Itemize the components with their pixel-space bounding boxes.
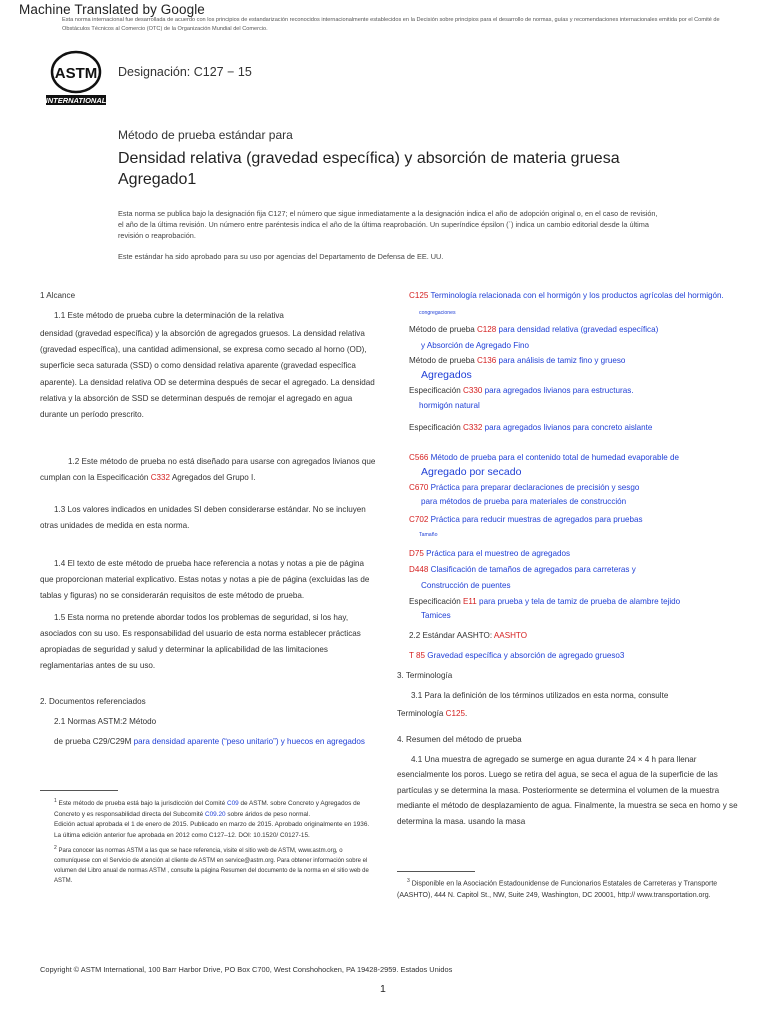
- para-1-1: densidad (gravedad específica) y la absorción de agregados gruesos. La densidad relativa (gravedad específica), una cantidad adimensional, se expresa como secado al horno (OD), superficie seca saturada (SSD) o como densidad relativa aparente (gravedad específica aparente). La densidad relativa OD se determina después de secar el agregado. La densidad relativa y la absorción de SSD se determinan después de remojar el agregado en agua durante un período prescrito.: [40, 329, 375, 420]
- ref-c125-term-link[interactable]: C125: [445, 709, 465, 718]
- para-1-4: 1.4 El texto de este método de prueba hace referencia a notas y notas a pie de página que proporcionan material explicativo. Estas notas y notas a pie de página (excluidas las de tablas y figuras) no se considerarán requisitos de este método de prueba.: [40, 559, 370, 601]
- ref-c29-link[interactable]: para densidad aparente (“peso unitario”) y huecos en agregados: [133, 737, 365, 747]
- para-2-2: 2.2 Estándar AASHTO: AASHTO: [409, 631, 528, 640]
- para-3-1-lead: 3.1 Para la definición de los términos utilizados en esta norma, consulte: [411, 691, 669, 700]
- preface-note: Esta norma internacional fue desarrollada de acuerdo con los principios de estandarización reconocidos internacionalmente establecidos en la Decisión sobre principios para el desarrollo de normas, guías y recomendaciones internacionales emitida por el Comité de Obstáculos Técnicos al Comercio (OTC) de la Organización Mundial del Comercio.: [62, 17, 720, 32]
- dod-approval-note: Este estándar ha sido aprobado para su uso por agencias del Departamento de Defensa de EE. UU.: [118, 252, 444, 261]
- ref-c09-link[interactable]: C09: [226, 800, 239, 808]
- para-3-1: Terminología C125.: [397, 709, 468, 718]
- footnotes-left: [40, 796, 378, 886]
- ref-c128: Método de prueba C128 para densidad relativa (gravedad específica): [409, 325, 659, 334]
- para-1-2: 1.2 Este método de prueba no está diseñado para usarse con agregados livianos que cumplan con la Especificación C332 Agregados del Grupo I.: [40, 457, 376, 483]
- machine-translated-banner: Machine Translated by Google: [19, 2, 205, 17]
- ref-c332-code[interactable]: C332: [463, 423, 483, 432]
- section-2-heading: 2. Documentos referenciados: [40, 697, 146, 707]
- ref-d448-code[interactable]: D448: [409, 565, 429, 574]
- para-4-1: 4.1 Una muestra de agregado se sumerge en agua durante 24 × 4 h para llenar esencialmente los poros. Luego se retira del agua, se seca el agua de la superficie de las partículas y se determina la masa. Posteriormente se determina el volumen de la muestra mediante el método de desplazamiento de agua. Finalmente, la muestra se seca en homo y se determina la masa. usando la masa: [397, 755, 738, 826]
- ref-c330: Especificación C330 para agregados livianos para estructuras.: [409, 386, 634, 395]
- ref-c332: Especificación C332 para agregados livianos para concreto aislante: [409, 423, 653, 432]
- ref-c136: Método de prueba C136 para análisis de tamiz fino y grueso: [409, 356, 626, 365]
- ref-c128-code[interactable]: C128: [476, 325, 497, 334]
- ref-c670: C670 Práctica para preparar declaraciones de precisión y sesgo: [409, 483, 640, 492]
- ref-c670-code[interactable]: C670: [409, 483, 429, 492]
- copyright-footer: Copyright © ASTM International, 100 Barr Harbor Drive, PO Box C700, West Conshohocken, PA 19428-2959. Estados Unidos: [40, 965, 453, 974]
- section-1-heading: 1 Alcance: [40, 291, 76, 300]
- right-column: C125 Terminología relacionada con el hormigón y los productos agrícolas del hormigón. congregaciones Método de prueba C128 para densidad relativa (gravedad específica) y Absorción de Agregado Fino Método de prueba C136 para análisis de tamiz fino y grueso Agregados Especificación C330 para agregados livianos para estructuras. hormigón natural Especificación C332 para agregados livianos para concreto aislante C566 Método de prueba para el contenido total de humedad evaporable de Agregado por secado C670 Práctica para preparar declaraciones de precisión y sesgo para métodos de prueba para materiales de construcción C702 Práctica para reducir muestras de agregados para pruebas Tamaño D75 Práctica para el muestreo de agregados D448 Clasificación de tamaños de agregados para carreteras y Construcción de puentes Especificación E11 para prueba y tela de tamiz de prueba de alambre tejido Tamices 2.2 Estándar AASHTO: AASHTO T 85 Gravedad específica y absorción de agregado grueso3: [409, 289, 739, 663]
- section-3-heading: 3. Terminología: [397, 671, 453, 680]
- para-1-5: 1.5 Esta norma no pretende abordar todos los problemas de seguridad, si los hay, asociados con su uso. Es responsabilidad del usuario de esta norma establecer prácticas apropiadas de seguridad y salud y determinar la aplicabilidad de las limitaciones reglamentarias antes de su uso.: [40, 613, 361, 671]
- document-title: Densidad relativa (gravedad específica) y absorción de materia gruesa Agregado1: [118, 150, 620, 188]
- ref-c136-code[interactable]: C136: [476, 356, 497, 365]
- section-4-heading: 4. Resumen del método de prueba: [397, 735, 522, 744]
- ref-t85-code[interactable]: T 85: [409, 651, 426, 660]
- ref-c0920-link[interactable]: C09.20: [204, 810, 226, 818]
- footnote-rule-left: [40, 790, 118, 791]
- ref-c125: C125 Terminología relacionada con el hormigón y los productos agrícolas del hormigón.: [409, 291, 724, 300]
- ref-c702: C702 Práctica para reducir muestras de agregados para pruebas: [409, 515, 643, 524]
- ref-d448: D448 Clasificación de tamaños de agregados para carreteras y: [409, 565, 636, 574]
- para-1-3: 1.3 Los valores indicados en unidades SI deben considerarse estándar. No se incluyen otras unidades de medida en esta norma.: [40, 505, 366, 531]
- issuance-note: Esta norma se publica bajo la designación fija C127; el número que sigue inmediatamente a la designación indica el año de adopción original o, en el caso de revisión, el año de la última revisión. Un número entre paréntesis indica el año de la última reaprobación. Un superíndice épsilon (´) indica un cambio editorial desde la última revisión o reaprobación.: [118, 209, 658, 240]
- ref-c125-code[interactable]: C125: [409, 291, 429, 300]
- footnote-1-edition: Edición actual aprobada el 1 de enero de 2015. Publicado en marzo de 2015. Aprobado originalmente en 1936. La última edición anterior fue aprobada en 2012 como C127–12. DOI: 10.1520/ C0127-15.: [54, 821, 370, 839]
- left-column: [40, 288, 378, 750]
- ref-d75: D75 Práctica para el muestreo de agregados: [409, 549, 571, 558]
- right-column-lower: [397, 668, 739, 829]
- para-1-1-lead: 1.1 Este método de prueba cubre la determinación de la relativa: [54, 311, 284, 320]
- footnote-1: $^1$ Este método de prueba está bajo la jurisdicción del Comité C09 de ASTM. sobre Concreto y Agregados de Concreto y es responsabilidad directa del Subcomité C09.20 sobre áridos de peso normal.: [54, 798, 361, 818]
- footnote-rule-right: [397, 871, 475, 872]
- para-2-1: 2.1 Normas ASTM:2 Método: [54, 717, 157, 727]
- page-number: 1: [380, 983, 386, 995]
- ref-t85: T 85 Gravedad específica y absorción de agregado grueso3: [409, 651, 625, 660]
- designation: Designación: C127 − 15: [118, 65, 252, 79]
- ref-c29: de prueba C29/C29M para densidad aparente (“peso unitario”) y huecos en agregados: [54, 737, 365, 747]
- ref-d75-code[interactable]: D75: [409, 549, 424, 558]
- standard-subtitle: Método de prueba estándar para: [118, 128, 293, 142]
- astm-logo: [40, 50, 112, 108]
- ref-c702-code[interactable]: C702: [409, 515, 429, 524]
- svg-text:ASTM: ASTM: [54, 65, 98, 82]
- ref-aashto-link[interactable]: AASHTO: [493, 631, 528, 640]
- ref-c566: C566 Método de prueba para el contenido total de humedad evaporable de: [409, 453, 680, 462]
- ref-c330-code[interactable]: C330: [463, 386, 483, 395]
- svg-text:INTERNATIONAL: INTERNATIONAL: [45, 96, 107, 105]
- ref-c332-link[interactable]: C332: [150, 473, 171, 483]
- footnote-2: $^2$ Para conocer las normas ASTM a las que se hace referencia, visite el sitio web de ASTM, www.astm.org, o comuníquese con el Servicio de atención al cliente de ASTM en service@astm.org. Para obtener información sobre el volumen del Libro anual de normas ASTM , consulte la página Resumen del documento de la norma en el sitio web de ASTM.: [54, 845, 369, 885]
- ref-e11-code[interactable]: E11: [463, 597, 477, 606]
- footnote-3: $^3$ Disponible en la Asociación Estadounidense de Funcionarios Estatales de Carreteras y Transporte (AASHTO), 444 N. Capitol St., NW, Suite 249, Washington, DC 20001, http:// www.transportation.org.: [397, 878, 718, 899]
- ref-c566-code[interactable]: C566: [409, 453, 429, 462]
- ref-e11: Especificación E11 para prueba y tela de tamiz de prueba de alambre tejido: [409, 597, 681, 606]
